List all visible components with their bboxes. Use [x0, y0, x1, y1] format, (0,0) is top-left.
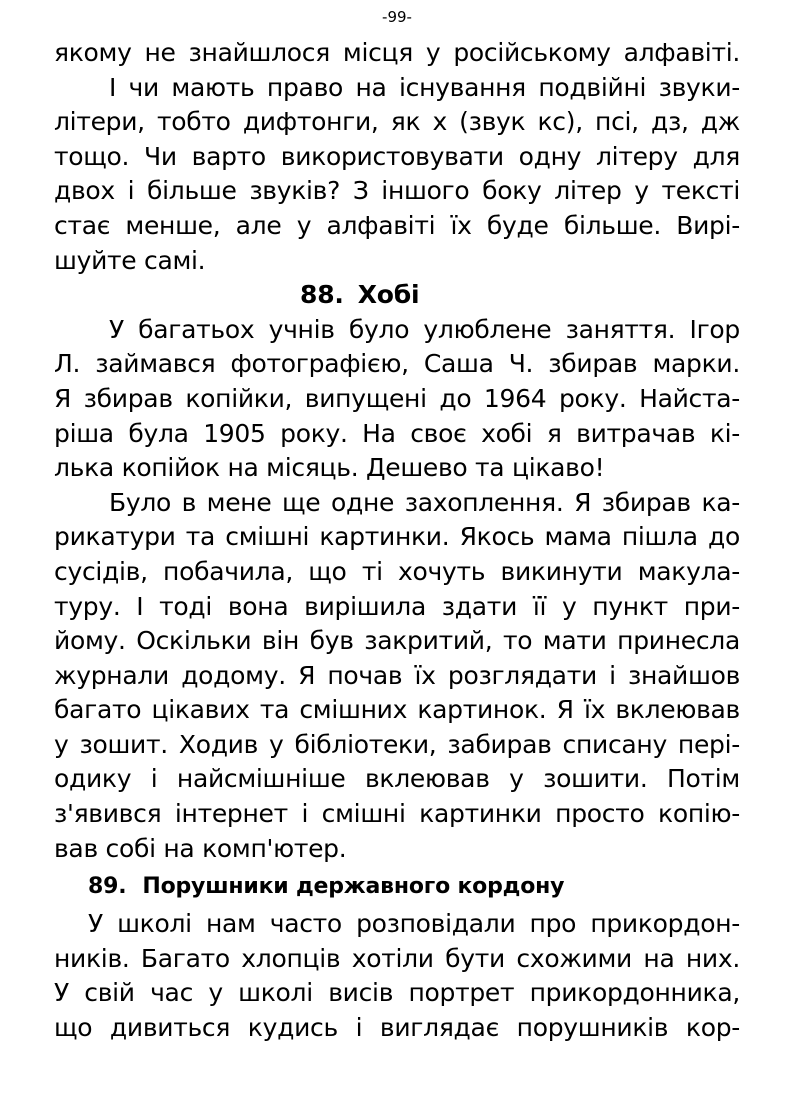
intro-paragraph — [54, 36, 740, 278]
section-title: Хобі — [357, 280, 420, 310]
section-88-body — [54, 313, 740, 867]
text-line: багато цікавих та смішних картинок. Я їх вклеював — [54, 695, 740, 725]
book-page — [54, 6, 740, 1046]
text-line: ріша була 1905 року. На своє хобі я витрачав кі- — [54, 418, 740, 448]
text-line: Л. займався фотографією, Саша Ч. збирав марки. — [54, 349, 740, 379]
text-line: У школі нам часто розповідали про прикордон- — [88, 909, 740, 939]
text-line: що дивиться кудись і виглядає порушників кор- — [54, 1013, 740, 1043]
text-line: І чи мають право на існування подвійні звуки- — [109, 72, 740, 102]
text-line: Було в мене ще одне захоплення. Я збирав ка- — [109, 487, 740, 517]
text-line: йому. Оскільки він був закритий, то мати принесла — [54, 626, 740, 656]
text-line: у зошит. Ходив у бібліотеки, забирав списану пері- — [54, 729, 740, 759]
text-line: Я збирав копійки, випущені до 1964 року. Найста- — [54, 383, 740, 413]
text-line: з'явився інтернет і смішні картинки просто копію- — [54, 799, 740, 829]
text-line: стає менше, але у алфавіті їх буде більше. Вирі- — [54, 210, 740, 240]
text-line: літери, тобто дифтонги, як х (звук кс), псі, дз, дж — [54, 107, 740, 137]
section-heading-88 — [54, 278, 740, 313]
text-line: сусідів, побачила, що ті хочуть викинути макула- — [54, 556, 740, 586]
text-line: журнали додому. Я почав їх розглядати і знайшов — [54, 660, 740, 690]
page-number: -99- — [382, 8, 412, 26]
text-line: У багатьох учнів було улюблене заняття. Ігор — [109, 314, 740, 344]
section-number: 89. — [88, 874, 127, 900]
section-89-body — [54, 907, 740, 1045]
section-number: 88. — [300, 280, 344, 310]
section-heading-89 — [54, 866, 740, 907]
text-line: У свій час у школі висів портрет прикордонника, — [54, 978, 740, 1008]
text-line: вав собі на комп'ютер. — [54, 833, 347, 863]
text-line: якому не знайшлося місця у російському алфавіті. — [54, 38, 740, 67]
text-line: лька копійок на місяць. Дешево та цікаво! — [54, 453, 605, 483]
text-line: туру. І тоді вона вирішила здати її у пункт при- — [54, 591, 740, 621]
text-line: шуйте самі. — [54, 245, 206, 275]
text-line: ників. Багато хлопців хотіли бути схожими на них. — [54, 943, 740, 973]
text-line: рикатури та смішні картинки. Якось мама пішла до — [54, 522, 740, 552]
section-title: Порушники державного кордону — [142, 874, 565, 900]
text-line: одику і найсмішніше вклеював у зошити. Потім — [54, 764, 740, 794]
text-line: тощо. Чи варто використовувати одну літеру для — [54, 141, 740, 171]
text-line: двох і більше звуків? З іншого боку літер у тексті — [54, 176, 740, 206]
